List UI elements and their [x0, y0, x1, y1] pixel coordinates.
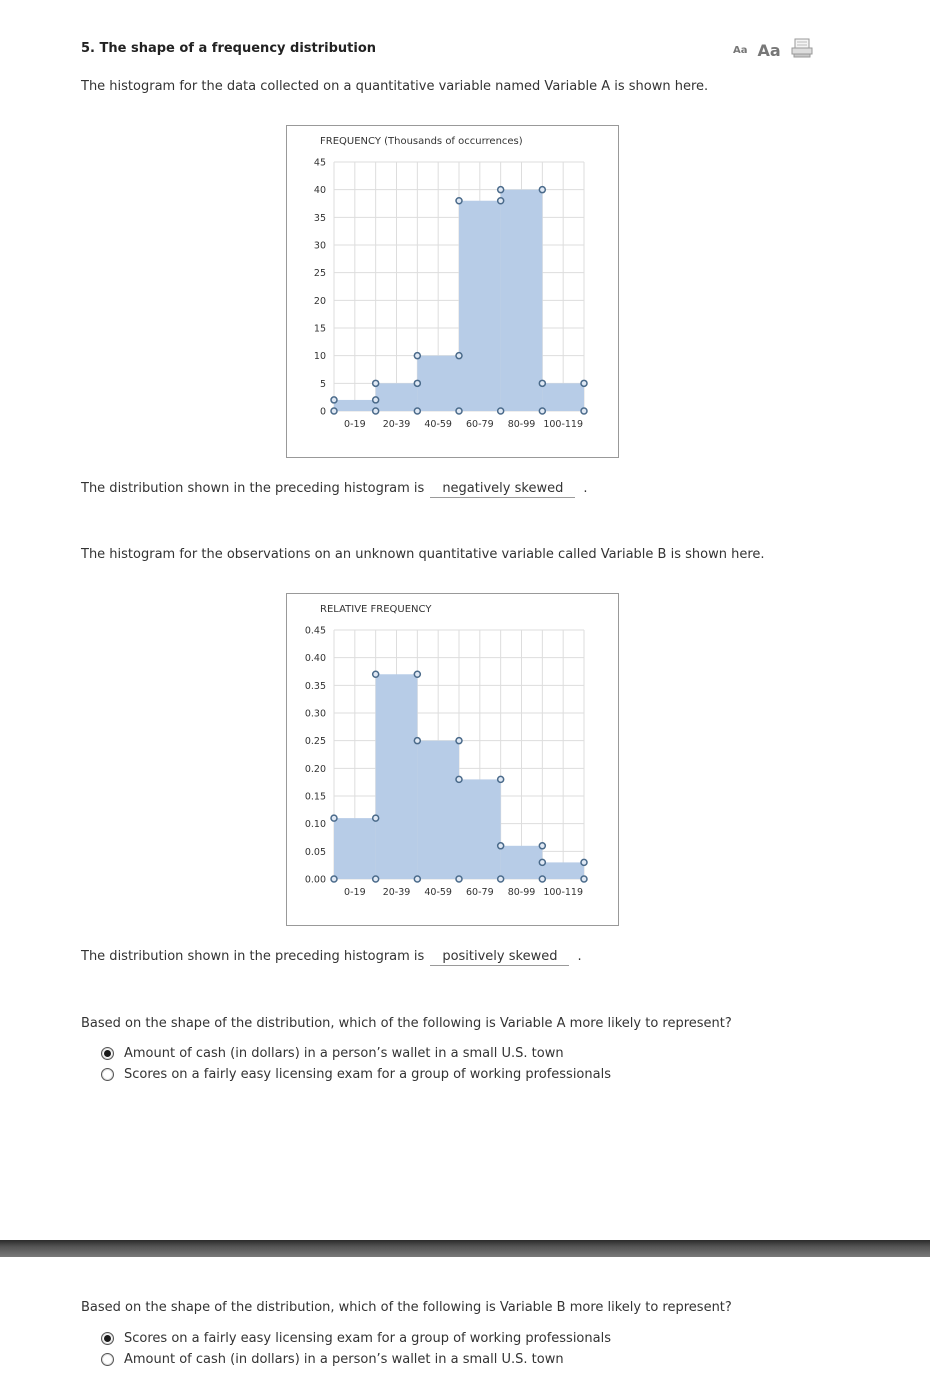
chart-b-x-tick-label: 40-59 — [424, 887, 452, 898]
chart-b-x-tick-label: 60-79 — [466, 887, 494, 898]
chart-b-y-tick-label: 0.10 — [304, 819, 326, 831]
chart-b-bar — [542, 862, 584, 879]
distribution-a-sentence — [81, 481, 587, 498]
chart-b-x-tick-label: 0-19 — [344, 887, 366, 898]
option-label: Scores on a fairly easy licensing exam for a group of working professionals — [124, 1331, 611, 1346]
chart-a-bar — [376, 383, 418, 411]
chart-a-x-tick-label: 0-19 — [344, 419, 366, 430]
question-a-prompt: Based on the shape of the distribution, which of the following is Variable A more likely to represent? — [81, 1016, 732, 1031]
chart-b-vertex-marker — [498, 776, 504, 782]
chart-b-x-tick-label: 20-39 — [382, 887, 411, 898]
chart-a-vertex-marker — [498, 187, 504, 193]
histogram-a — [286, 125, 619, 458]
chart-b-x-tick-label: 100-119 — [543, 887, 584, 898]
chart-b-bar — [501, 846, 543, 879]
chart-a-y-tick-label: 45 — [313, 157, 326, 169]
chart-a-x-tick-label: 20-39 — [382, 419, 411, 430]
chart-b-vertex-marker — [539, 843, 545, 849]
radio-button[interactable] — [101, 1068, 114, 1081]
chart-a-vertex-marker — [373, 397, 379, 403]
chart-b-y-tick-label: 0.30 — [304, 708, 326, 720]
question-a-option-2[interactable] — [101, 1067, 611, 1082]
chart-b-vertex-marker — [456, 876, 462, 882]
radio-selected-dot — [104, 1335, 111, 1342]
distribution-a-prefix: The distribution shown in the preceding histogram is — [81, 481, 425, 496]
chart-a-vertex-marker — [539, 187, 545, 193]
chart-a-vertex-marker — [414, 380, 420, 386]
chart-b-y-tick-label: 0.05 — [304, 846, 326, 858]
chart-a-vertex-marker — [498, 408, 504, 414]
chart-b-vertex-marker — [539, 876, 545, 882]
chart-a-vertex-marker — [414, 353, 420, 359]
font-size-small-button[interactable]: Aa — [733, 44, 748, 56]
chart-b-bar — [376, 674, 418, 879]
chart-a-vertex-marker — [539, 408, 545, 414]
print-button[interactable] — [791, 38, 813, 62]
radio-button[interactable] — [101, 1353, 114, 1366]
chart-b-vertex-marker — [331, 815, 337, 821]
chart-b-x-tick-label: 80-99 — [507, 887, 536, 898]
chart-a-vertex-marker — [373, 380, 379, 386]
chart-a-bar — [334, 400, 376, 411]
radio-button[interactable] — [101, 1047, 114, 1060]
chart-a-title: FREQUENCY (Thousands of occurrences) — [320, 136, 523, 147]
chart-b-vertex-marker — [373, 671, 379, 677]
chart-a-x-tick-label: 80-99 — [507, 419, 536, 430]
chart-a-vertex-marker — [414, 408, 420, 414]
print-icon — [791, 38, 813, 58]
chart-a-y-tick-label: 5 — [319, 378, 326, 390]
chart-a-y-tick-label: 25 — [313, 268, 326, 280]
chart-a-vertex-marker — [456, 198, 462, 204]
distribution-b-suffix: . — [577, 949, 582, 964]
chart-b-vertex-marker — [539, 859, 545, 865]
chart-a-x-tick-label: 40-59 — [424, 419, 452, 430]
chart-b-bar — [459, 779, 501, 879]
chart-a-bar — [459, 201, 501, 411]
intro-variable-b: The histogram for the observations on an unknown quantitative variable called Variable B is shown here. — [81, 547, 765, 562]
option-label: Scores on a fairly easy licensing exam for a group of working professionals — [124, 1067, 611, 1082]
distribution-b-prefix: The distribution shown in the preceding histogram is — [81, 949, 425, 964]
chart-b-y-tick-label: 0.00 — [304, 874, 326, 886]
question-b-option-1[interactable] — [101, 1331, 611, 1346]
intro-variable-a: The histogram for the data collected on a quantitative variable named Variable A is shown here. — [81, 79, 709, 94]
histogram-a-svg — [287, 126, 618, 457]
chart-b-vertex-marker — [373, 815, 379, 821]
chart-b-vertex-marker — [414, 876, 420, 882]
chart-b-bar — [334, 818, 376, 879]
question-title: 5. The shape of a frequency distribution — [81, 41, 377, 56]
chart-a-x-tick-label: 60-79 — [466, 419, 494, 430]
chart-b-vertex-marker — [581, 876, 587, 882]
chart-b-y-tick-label: 0.35 — [304, 680, 326, 692]
distribution-a-answer-dropdown[interactable]: negatively skewed — [430, 481, 575, 498]
chart-a-y-tick-label: 15 — [313, 323, 326, 335]
distribution-b-sentence — [81, 949, 582, 966]
chart-a-bar — [417, 356, 459, 411]
chart-b-vertex-marker — [414, 738, 420, 744]
chart-b-vertex-marker — [498, 876, 504, 882]
chart-a-x-tick-label: 100-119 — [543, 419, 584, 430]
chart-b-vertex-marker — [581, 859, 587, 865]
distribution-b-answer-dropdown[interactable]: positively skewed — [430, 949, 569, 966]
page-divider — [0, 1240, 930, 1257]
chart-b-title: RELATIVE FREQUENCY — [320, 604, 432, 615]
font-size-large-button[interactable]: Aa — [757, 40, 781, 60]
toolbar — [733, 38, 813, 62]
option-label: Amount of cash (in dollars) in a person’s wallet in a small U.S. town — [124, 1046, 564, 1061]
question-a-option-1[interactable] — [101, 1046, 564, 1061]
chart-a-y-tick-label: 10 — [313, 351, 326, 363]
chart-b-y-tick-label: 0.45 — [304, 625, 326, 637]
chart-b-vertex-marker — [414, 671, 420, 677]
chart-a-vertex-marker — [331, 408, 337, 414]
chart-b-y-tick-label: 0.40 — [304, 653, 326, 665]
histogram-b — [286, 593, 619, 926]
chart-b-y-tick-label: 0.15 — [304, 791, 326, 803]
chart-b-vertex-marker — [498, 843, 504, 849]
chart-a-vertex-marker — [373, 408, 379, 414]
chart-b-vertex-marker — [456, 738, 462, 744]
chart-a-vertex-marker — [456, 353, 462, 359]
chart-a-y-tick-label: 40 — [313, 185, 326, 197]
radio-selected-dot — [104, 1050, 111, 1057]
chart-a-y-tick-label: 30 — [313, 240, 326, 252]
radio-button[interactable] — [101, 1332, 114, 1345]
option-label: Amount of cash (in dollars) in a person’s wallet in a small U.S. town — [124, 1352, 564, 1367]
chart-a-vertex-marker — [498, 198, 504, 204]
chart-b-y-tick-label: 0.20 — [304, 763, 326, 775]
chart-b-bar — [417, 741, 459, 879]
chart-a-vertex-marker — [581, 408, 587, 414]
chart-a-bar — [501, 190, 543, 411]
chart-a-y-tick-label: 20 — [313, 295, 326, 307]
chart-a-y-tick-label: 0 — [319, 406, 326, 418]
chart-b-y-tick-label: 0.25 — [304, 736, 326, 748]
question-b-prompt: Based on the shape of the distribution, which of the following is Variable B more likely to represent? — [81, 1300, 732, 1315]
chart-b-vertex-marker — [331, 876, 337, 882]
histogram-b-svg — [287, 594, 618, 925]
question-b-option-2[interactable] — [101, 1352, 564, 1367]
chart-a-vertex-marker — [539, 380, 545, 386]
chart-a-vertex-marker — [581, 380, 587, 386]
chart-b-vertex-marker — [456, 776, 462, 782]
chart-a-vertex-marker — [456, 408, 462, 414]
chart-a-y-tick-label: 35 — [313, 212, 326, 224]
chart-a-vertex-marker — [331, 397, 337, 403]
distribution-a-suffix: . — [583, 481, 588, 496]
chart-a-bar — [542, 383, 584, 411]
chart-b-vertex-marker — [373, 876, 379, 882]
